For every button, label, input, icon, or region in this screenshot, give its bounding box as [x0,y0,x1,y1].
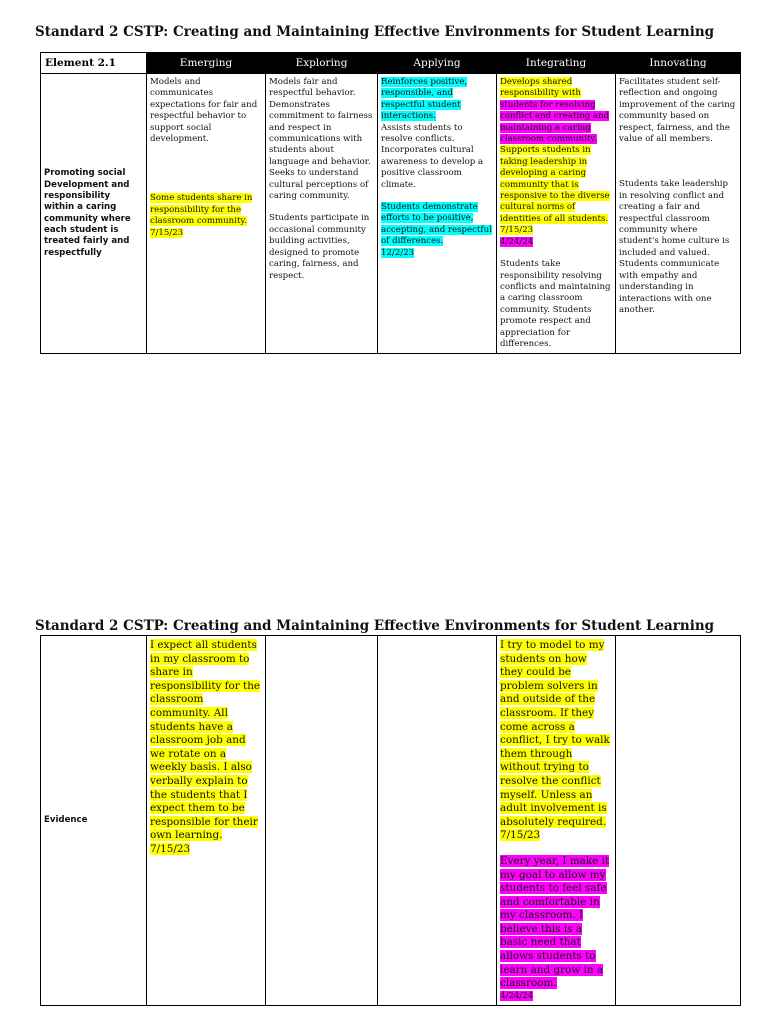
applying-highlight-2: Students demonstrate efforts to be positive, accepting, and respectful of differences. [381,202,492,247]
emerging-text: Models and communicates expectations for fair and respectful behavior to support social development. [150,77,258,145]
table-row [41,636,741,1006]
column-header-applying: Applying [378,53,497,74]
table-row [41,74,741,354]
evidence-exploring [266,636,378,1006]
evidence-emerging-date: 7/15/23 [150,842,191,855]
column-header-integrating: Integrating [497,53,616,74]
applying-text-1: Assists students to resolve conflicts. [381,122,463,145]
column-header-exploring: Exploring [266,53,378,74]
exploring-text-3: Students participate in occasional community building activities, designed to promote caring, fairness, and respect. [269,213,370,281]
column-header-emerging: Emerging [147,53,266,74]
emerging-date: 7/15/23 [150,227,184,238]
evidence-integrating [497,636,616,1006]
integrating-text: Students take responsibility resolving conflicts and maintaining a caring classroom community. Students promote respect and appreciation for differences. [500,259,611,349]
page-title: Standard 2 CSTP: Creating and Maintaining Effective Environments for Student Learning [35,24,715,40]
page-title-2: Standard 2 CSTP: Creating and Maintaining Effective Environments for Student Learning [35,618,715,634]
evidence-label: Evidence [41,636,147,1006]
integrating-highlight-1: Develops shared responsibility with [500,77,581,99]
exploring-text-1: Models fair and respectful behavior. Demonstrates commitment to fairness and respect in communications with students about language and behavior. [269,77,373,167]
evidence-innovating [616,636,741,1006]
cell-integrating [497,74,616,354]
cell-applying [378,74,497,354]
row-label: Promoting social Development and responsibility within a caring community where each student is treated fairly and respectfully [41,74,147,354]
applying-highlight-1: Reinforces positive, responsible, and respectful student interactions. [381,77,468,122]
cell-exploring [266,74,378,354]
applying-text-2: Incorporates cultural awareness to develop a positive classroom climate. [381,145,484,190]
evidence-integrating-text-1: I try to model to my students on how they could be problem solvers in and outside of the classroom. If they come across a conflict, I try to walk them through without trying to resolve the conflict myself. Unless an adult involvement is absolutely required. [500,639,610,828]
header-row [41,53,741,74]
evidence-table [40,635,741,1006]
cell-emerging [147,74,266,354]
evidence-integrating-date-2: 4/24/24 [500,990,534,1001]
element-label: Element 2.1 [41,53,147,74]
integrating-date-1: 7/15/23 [500,225,534,236]
integrating-highlight-2: students for resolving conflict and creating and maintaining a caring classroom community. [500,99,610,145]
standard-table [40,52,741,354]
column-header-innovating: Innovating [616,53,741,74]
evidence-emerging-text: I expect all students in my classroom to share in responsibility for the classroom community. All students have a classroom job and we rotate on a weekly basis. I also verbally explain to the students that I expect them to be responsible for their own learning. [150,639,261,842]
evidence-integrating-text-2: Every year, I make it my goal to allow my students to feel safe and comfortable in my classroom. I believe this is a basic need that allows students to learn and grow in a classroom. [500,854,610,990]
exploring-text-2: Seeks to understand cultural perceptions of caring community. [269,168,369,202]
evidence-integrating-date-1: 7/15/23 [500,829,541,842]
emerging-highlight: Some students share in responsibility for the classroom community. [150,193,253,227]
innovating-text-2: Students take leadership in resolving conflict and creating a fair and respectful classroom community where student's home culture is included and valued. Students communicate with empathy and understanding in interactions with one another. [619,179,730,315]
evidence-applying [378,636,497,1006]
applying-date: 12/2/23 [381,247,415,258]
evidence-emerging [147,636,266,1006]
integrating-date-2: 4/24/24 [500,236,534,247]
innovating-text-1: Facilitates student self-reflection and ongoing improvement of the caring community based on respect, fairness, and the value of all members. [619,77,736,145]
integrating-highlight-3: Supports students in taking leadership in developing a caring community that is responsive to the diverse cultural norms of identities of all students. [500,145,610,224]
cell-innovating [616,74,741,354]
